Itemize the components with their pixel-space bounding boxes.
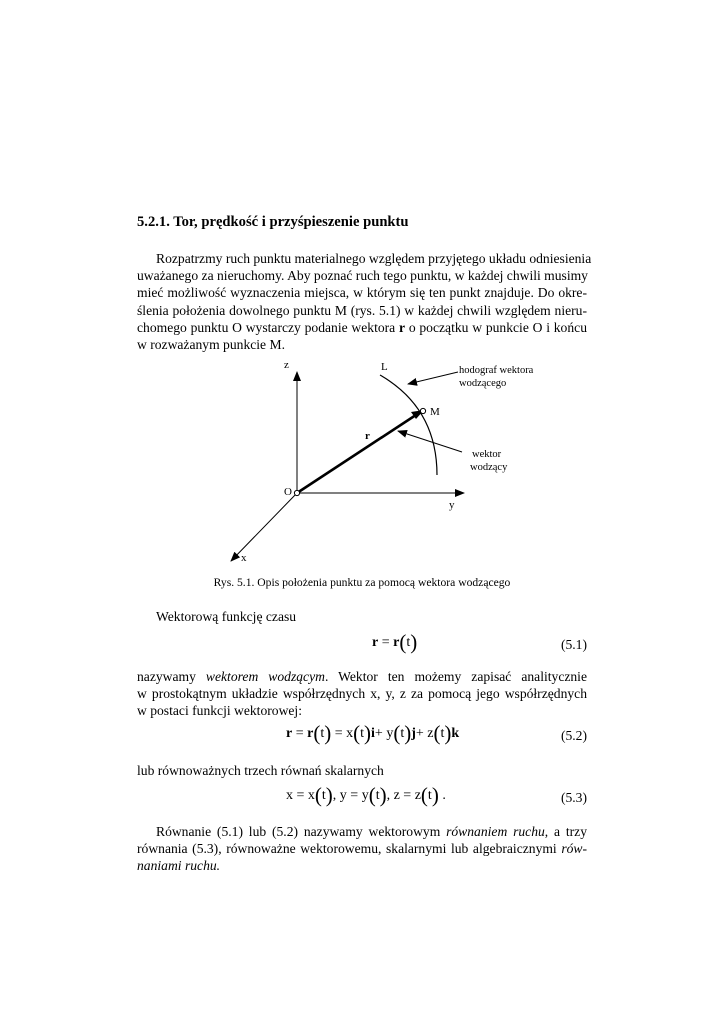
- hodograph-curve: [380, 375, 437, 475]
- paragraph-radius-vector: [137, 668, 587, 720]
- label-y: y: [449, 499, 455, 511]
- section-heading: 5.2.1. Tor, prędkość i przyśpieszenie punktu: [137, 214, 409, 230]
- text-line: Równanie (5.1) lub (5.2) nazywamy wektorowym równaniem ruchu, a trzy: [156, 824, 587, 839]
- text-line: nazywamy wektorem wodzącym. Wektor ten możemy zapisać analitycznie: [137, 669, 587, 684]
- label-hodograph-2: wodzącego: [459, 378, 507, 389]
- label-L: L: [381, 361, 388, 373]
- equation-5-2: r = r(t) = x(t)i+ y(t)j+ z(t)k (5.2): [286, 721, 587, 745]
- equation-number: (5.3): [560, 790, 587, 805]
- vector-r-symbol: r: [398, 319, 406, 335]
- equation-5-3: x = x(t), y = y(t), z = z(t) . (5.3): [286, 783, 587, 807]
- label-O: O: [284, 486, 292, 498]
- label-r: r: [365, 430, 370, 442]
- equation-number: (5.1): [560, 637, 587, 652]
- label-x: x: [241, 552, 247, 564]
- equation-number: (5.2): [560, 728, 587, 743]
- paragraph-scalar-equations: lub równoważnych trzech równań skalarnych: [137, 763, 384, 778]
- point-O: [294, 490, 299, 495]
- text-line: mieć możliwość wyznaczenia miejsca, w którym się ten punkt znajduje. Do okre-: [137, 285, 587, 301]
- paragraph-vector-function: Wektorową funkcję czasu: [156, 609, 297, 624]
- label-hodograph: hodograf wektora: [459, 365, 534, 376]
- label-M: M: [430, 406, 440, 418]
- figure-caption: Rys. 5.1. Opis położenia punktu za pomocą wektora wodzącego: [213, 576, 511, 589]
- text-line: w prostokątnym układzie współrzędnych x, y, z za pomocą jego współrzędnych: [137, 686, 587, 702]
- label-z: z: [284, 359, 289, 371]
- hodograph-pointer: [408, 372, 458, 384]
- position-vector-r: [297, 411, 422, 493]
- vector-pointer: [398, 431, 462, 452]
- text-line: Rozpatrzmy ruch punktu materialnego względem przyjętego układu odniesienia: [156, 251, 592, 266]
- x-axis: [231, 493, 297, 561]
- paragraph-equations-of-motion: [137, 823, 587, 875]
- text-line: równania (5.3), równoważne wektorowemu, skalarnymi lub algebraicznymi rów-: [137, 841, 587, 857]
- text-line: chomego punktu O wystarczy podanie wektora r o początku w punkcie O i końcu: [137, 319, 587, 335]
- point-M: [420, 408, 425, 413]
- text-line: naniami ruchu.: [137, 858, 221, 874]
- label-vector: wektor: [472, 449, 502, 460]
- text-line: ślenia położenia dowolnego punktu M (rys. 5.1) w każdej chwili względem nieru-: [137, 302, 587, 318]
- text-line: w rozważanym punkcie M.: [137, 337, 285, 353]
- text-line: w postaci funkcji wektorowej:: [137, 703, 302, 719]
- label-vector-2: wodzący: [470, 462, 508, 473]
- text-line: uważanego za nieruchomy. Aby poznać ruch tego punktu, w każdej chwili musimy: [137, 268, 588, 284]
- equation-5-1: r = r(t) (5.1): [372, 630, 587, 654]
